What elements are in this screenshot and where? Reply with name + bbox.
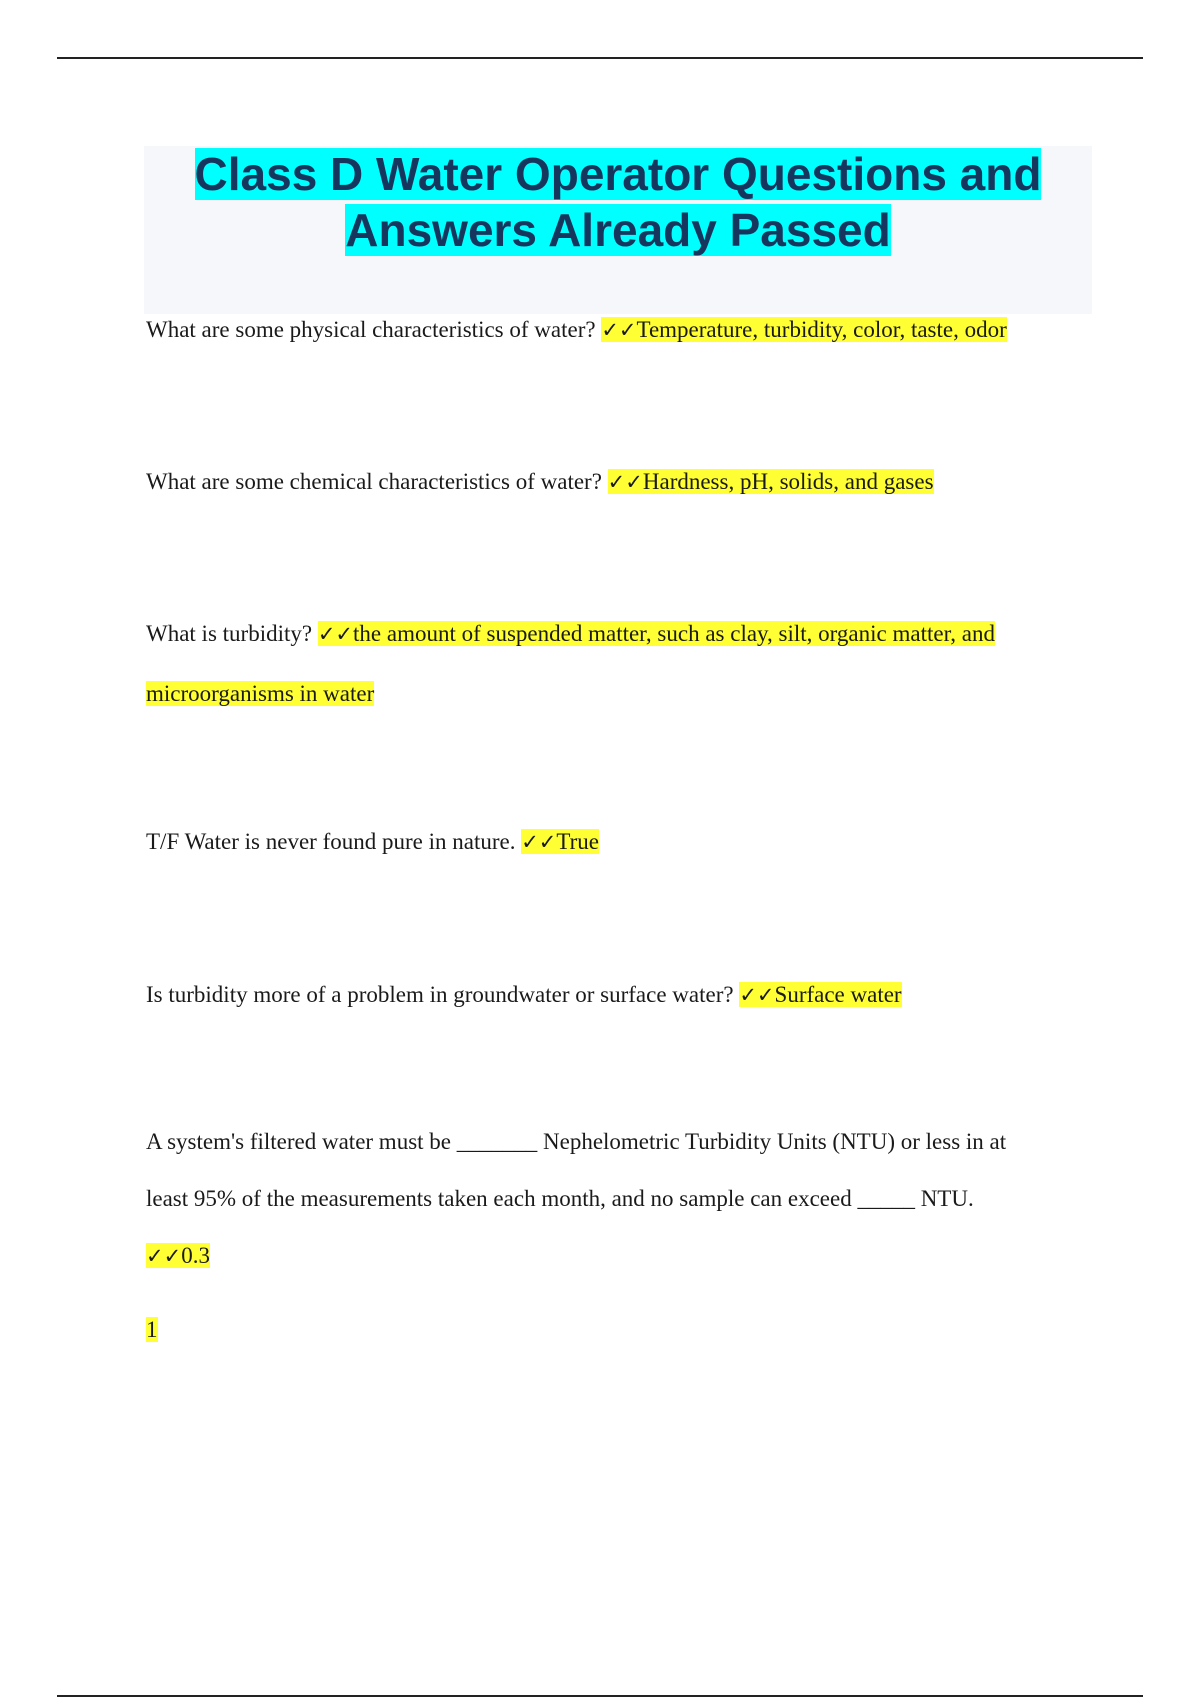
answer-continuation: microorganisms in water	[146, 681, 375, 706]
answer-highlight	[521, 829, 599, 854]
answer-highlight	[608, 469, 934, 494]
qa-item-1	[146, 300, 1086, 360]
question-text: What are some chemical characteristics of water?	[146, 469, 602, 494]
document-title-line1: Class D Water Operator Questions and	[194, 148, 1042, 200]
double-check-icon: ✓✓	[146, 1244, 182, 1268]
document-title-line2: Answers Already Passed	[345, 204, 891, 256]
double-check-icon: ✓✓	[317, 622, 354, 646]
double-check-icon: ✓✓	[521, 830, 557, 854]
qa-item-4	[146, 812, 1086, 872]
title-block	[144, 146, 1092, 314]
answer-text: Hardness, pH, solids, and gases	[642, 469, 934, 494]
answer-extra: 1	[146, 1317, 158, 1342]
answer-text: Surface water	[774, 982, 902, 1007]
question-text: What is turbidity?	[146, 621, 313, 646]
double-check-icon: ✓✓	[601, 318, 637, 342]
qa-item-5	[146, 965, 1086, 1025]
qa-item-6	[146, 1113, 1086, 1358]
answer-highlight	[146, 1243, 210, 1268]
header-rule	[57, 57, 1143, 59]
answer-text: the amount of suspended matter, such as clay, silt, organic matter, and	[353, 621, 996, 646]
answer-highlight	[739, 982, 901, 1007]
question-text-line2: least 95% of the measurements taken each month, and no sample can exceed _____ NTU.	[146, 1186, 974, 1211]
qa-item-3	[146, 604, 1086, 724]
question-text: T/F Water is never found pure in nature.	[146, 829, 516, 854]
answer-text: Temperature, turbidity, color, taste, odor	[636, 317, 1007, 342]
qa-item-2	[146, 452, 1086, 512]
question-text-line1: A system's filtered water must be _______ Nephelometric Turbidity Units (NTU) or less in at	[146, 1129, 1007, 1154]
answer-text: True	[556, 829, 600, 854]
answer-highlight	[318, 621, 995, 646]
answer-text: 0.3	[181, 1243, 210, 1268]
double-check-icon: ✓✓	[739, 983, 775, 1007]
question-text: What are some physical characteristics of water?	[146, 317, 596, 342]
double-check-icon: ✓✓	[607, 470, 643, 494]
footer-rule	[57, 1695, 1143, 1697]
question-text: Is turbidity more of a problem in groundwater or surface water?	[146, 982, 734, 1007]
answer-highlight	[601, 317, 1006, 342]
